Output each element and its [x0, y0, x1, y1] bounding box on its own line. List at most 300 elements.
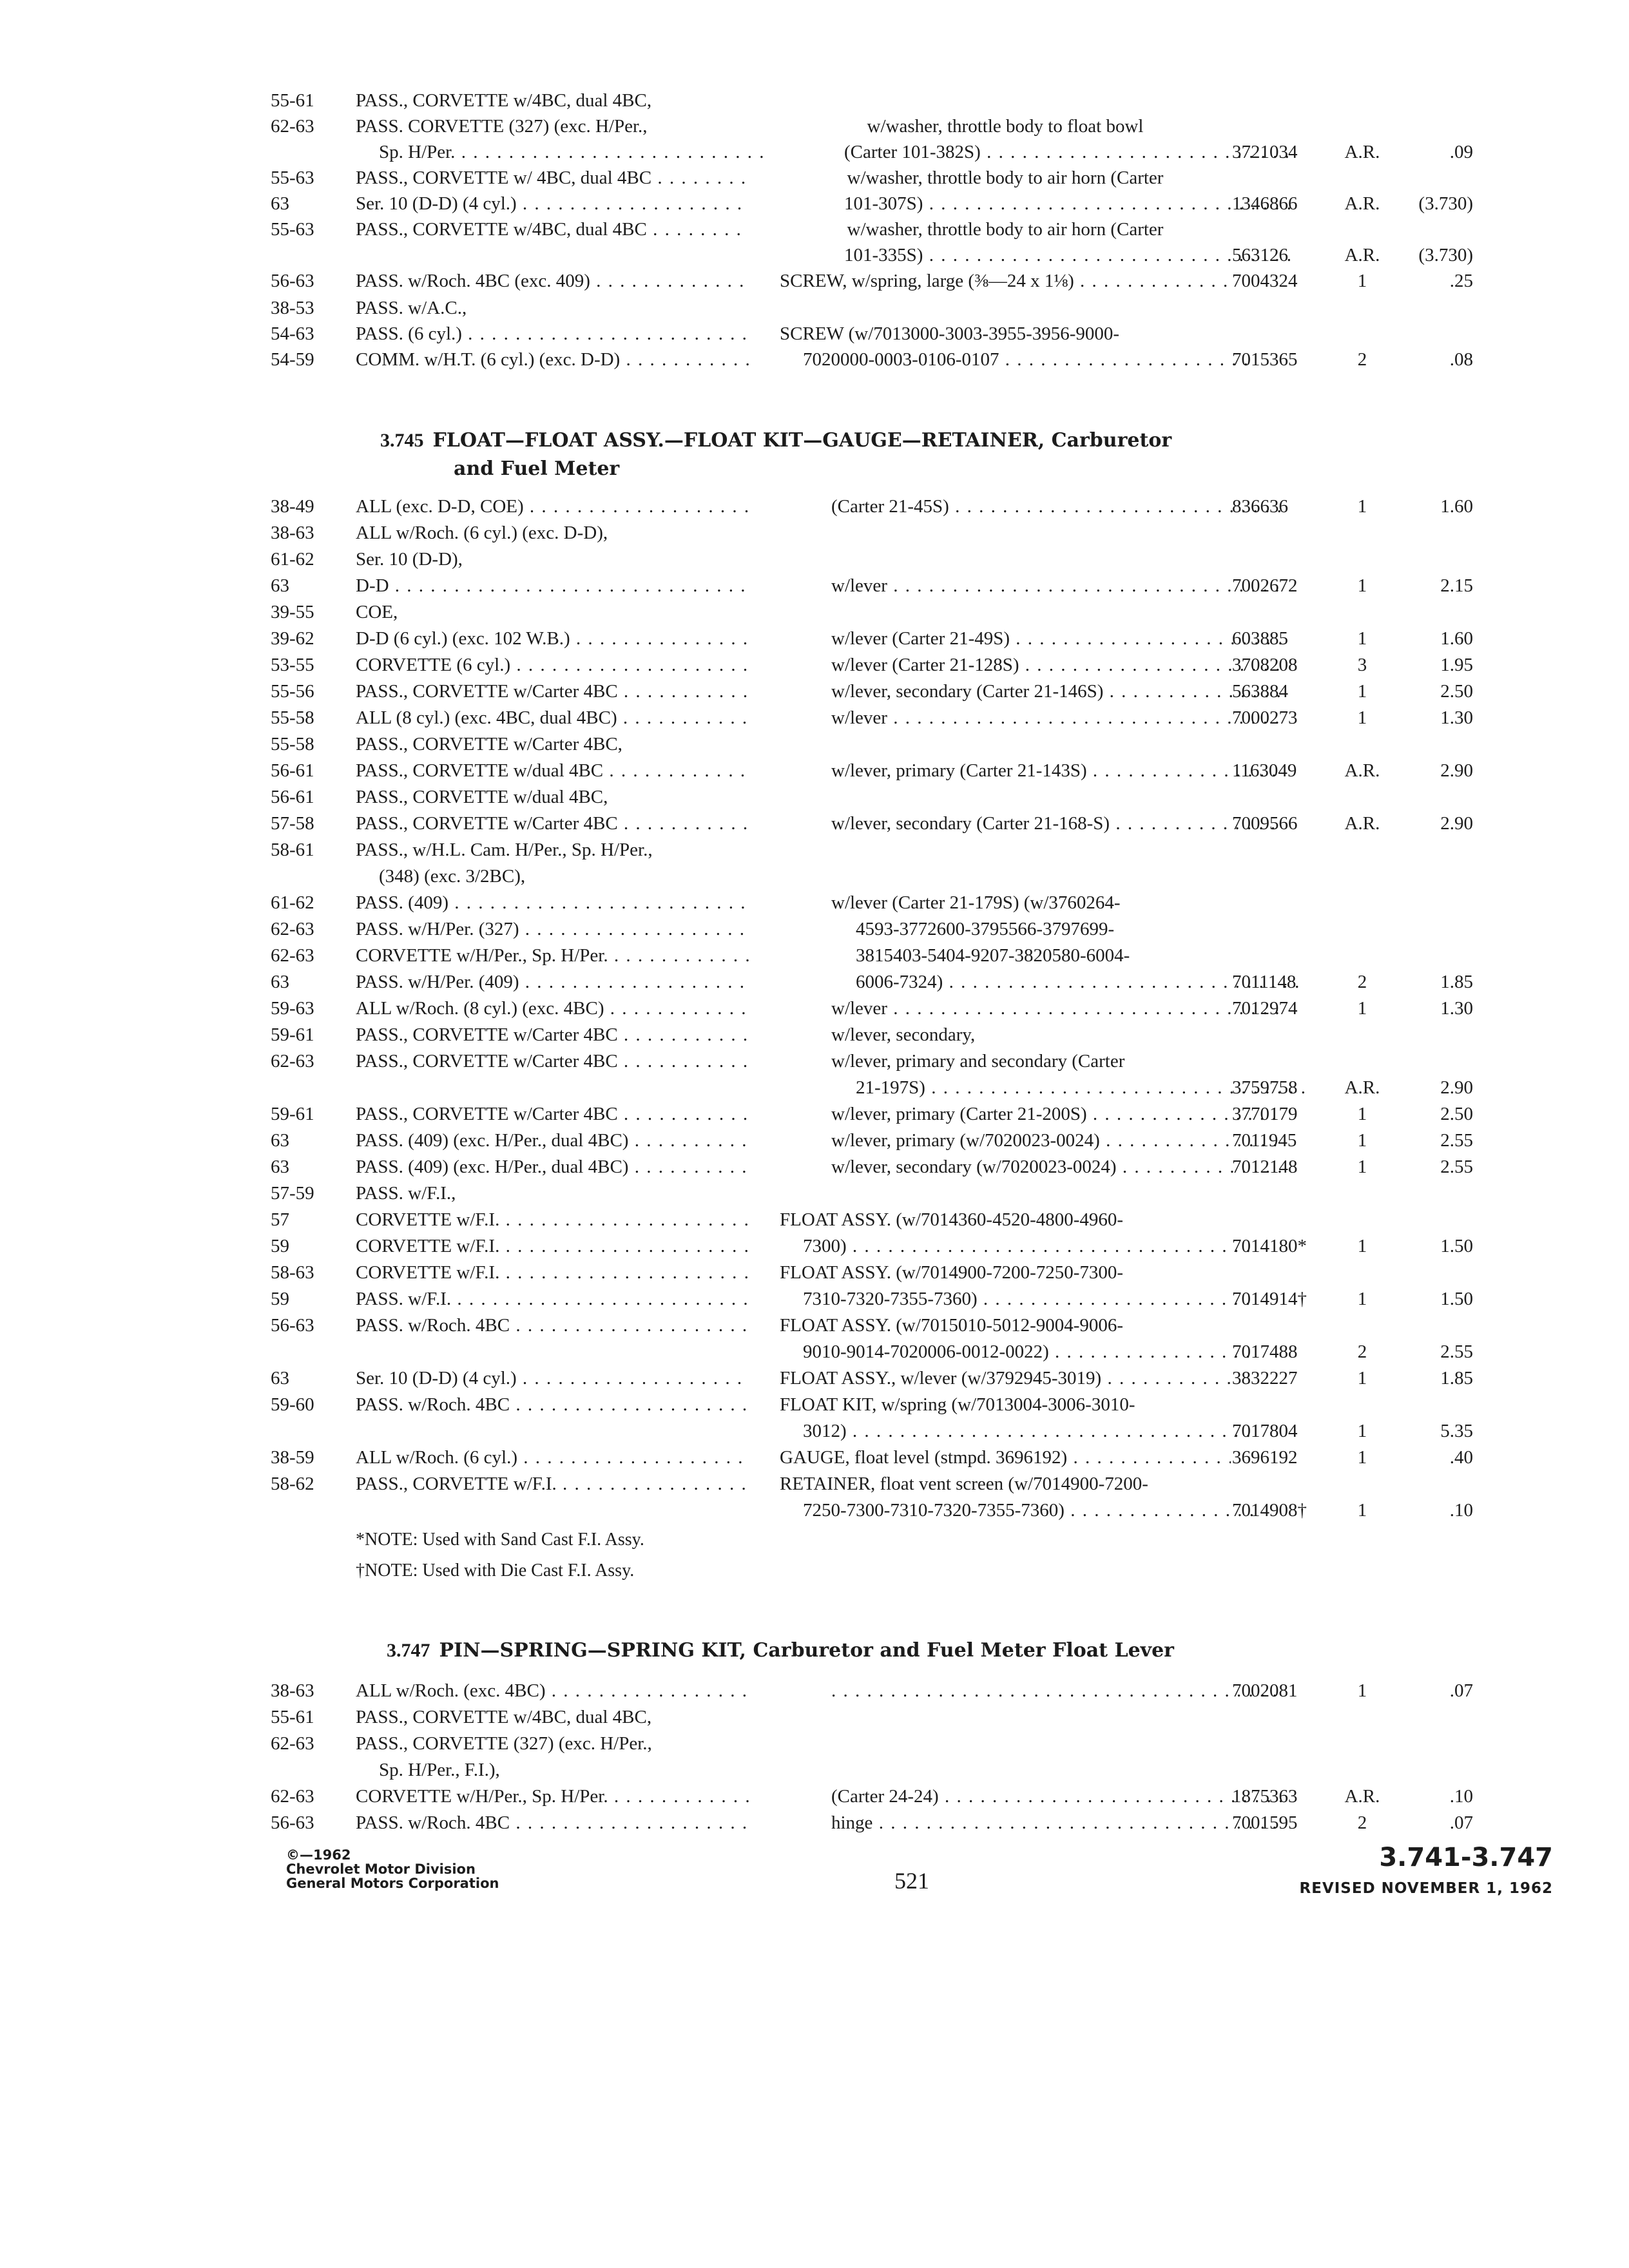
price: .09 [1449, 142, 1473, 162]
year-range: 63 [271, 1368, 289, 1389]
part-number: 7014908† [1232, 1500, 1307, 1521]
year-range: 57-58 [271, 813, 314, 834]
table-row [0, 1339, 1629, 1365]
year-range: 59 [271, 1236, 289, 1256]
price: (3.730) [1418, 193, 1473, 214]
table-row [0, 347, 1629, 372]
part-number: 7011148 [1232, 972, 1296, 992]
year-range: 57-59 [271, 1183, 314, 1204]
section-title: PIN—SPRING—SPRING KIT, Carburetor and Fuel Meter Float Lever [439, 1639, 1174, 1662]
model-application: ALL (8 cyl.) (exc. 4BC, dual 4BC) . . . [356, 705, 749, 731]
quantity: A.R. [1344, 142, 1380, 162]
model-application: PASS. w/Roch. 4BC (exc. 409) . . . [356, 268, 749, 294]
model-application: CORVETTE w/H/Per., Sp. H/Per. . . . [356, 1783, 749, 1809]
quantity: 1 [1357, 681, 1367, 702]
part-description: 7250-7300-7310-7320-7355-7360) . . . [780, 1497, 1254, 1523]
model-application: PASS., CORVETTE w/4BC, dual 4BC . . . [356, 216, 749, 242]
part-description: w/lever, primary and secondary (Carter [831, 1051, 1125, 1072]
table-row [0, 1497, 1629, 1523]
table-row [0, 731, 1629, 757]
quantity: A.R. [1344, 813, 1380, 834]
part-number: 3708208 [1232, 655, 1298, 675]
table-row [0, 1180, 1629, 1206]
model-application: PASS., CORVETTE w/Carter 4BC, [356, 734, 622, 754]
model-application: PASS. w/F.I., [356, 1183, 456, 1204]
quantity: 1 [1357, 707, 1367, 728]
model-application: PASS., CORVETTE w/Carter 4BC . . . [356, 811, 749, 836]
price: (3.730) [1418, 245, 1473, 265]
part-description: w/lever, primary (Carter 21-143S) . . . [780, 758, 1282, 783]
quantity: A.R. [1344, 193, 1380, 214]
quantity: 1 [1357, 1104, 1367, 1124]
year-range: 38-49 [271, 496, 314, 517]
part-number: 3770179 [1232, 1104, 1298, 1124]
price: 1.85 [1440, 972, 1473, 992]
year-range: 56-63 [271, 1315, 314, 1336]
year-range: 62-63 [271, 1733, 314, 1754]
year-range: 39-55 [271, 602, 314, 622]
table-row [0, 1445, 1629, 1470]
quantity: 1 [1357, 1500, 1367, 1521]
model-application: PASS., CORVETTE w/Carter 4BC . . . [356, 1022, 749, 1048]
section-heading-3745 [380, 427, 1171, 455]
part-number: 7001595 [1232, 1812, 1298, 1833]
model-application: D-D (6 cyl.) (exc. 102 W.B.) . . . [356, 626, 749, 651]
section-heading-3747 [387, 1637, 1174, 1665]
model-application: PASS. (409) (exc. H/Per., dual 4BC) . . . [356, 1128, 749, 1153]
year-range: 58-62 [271, 1474, 314, 1494]
note-die-cast: †NOTE: Used with Die Cast F.I. Assy. [356, 1561, 635, 1581]
part-description: GAUGE, float level (stmpd. 3696192) . . . [780, 1445, 1231, 1470]
part-number: 7017488 [1232, 1341, 1298, 1362]
part-description: w/washer, throttle body to float bowl [867, 116, 1144, 137]
year-range: 56-61 [271, 760, 314, 781]
year-range: 59 [271, 1289, 289, 1309]
model-application: PASS., CORVETTE w/Carter 4BC . . . [356, 678, 749, 704]
table-row [0, 916, 1629, 942]
year-range: 59-60 [271, 1394, 314, 1415]
part-description: 7020000-0003-0106-0107 . . . [780, 347, 1254, 372]
table-row [0, 1048, 1629, 1074]
model-application: PASS. w/H/Per. (327) . . . [356, 916, 749, 942]
model-application: CORVETTE (6 cyl.) . . . [356, 652, 749, 678]
quantity: 1 [1357, 496, 1367, 517]
quantity: 3 [1357, 655, 1367, 675]
part-description: 3815403-5404-9207-3820580-6004- [856, 945, 1130, 966]
part-description: FLOAT ASSY., w/lever (w/3792945-3019) . . . [780, 1365, 1231, 1391]
model-application: PASS. w/A.C., [356, 298, 467, 318]
part-description: w/lever . . . [780, 573, 1282, 599]
model-application: ALL w/Roch. (8 cyl.) (exc. 4BC) . . . [356, 995, 749, 1021]
table-row [0, 1392, 1629, 1418]
part-number: 563126 [1232, 245, 1288, 265]
part-number: 7012148 [1232, 1157, 1298, 1177]
year-range: 61-62 [271, 892, 314, 913]
quantity: 1 [1357, 1289, 1367, 1309]
year-range: 57 [271, 1209, 289, 1230]
year-range: 38-63 [271, 523, 314, 543]
year-range: 62-63 [271, 919, 314, 939]
part-description: 4593-3772600-3795566-3797699- [856, 919, 1115, 939]
model-application: PASS., CORVETTE w/4BC, dual 4BC, [356, 90, 652, 111]
year-range: 63 [271, 193, 289, 214]
table-row [0, 758, 1629, 783]
section-number: 3.745 [380, 430, 424, 451]
model-application: PASS. w/F.I. . . . [356, 1286, 749, 1312]
price: 2.50 [1440, 1104, 1473, 1124]
model-application: Sp. H/Per., F.I.), [379, 1760, 500, 1780]
model-application: PASS. (409) . . . [356, 890, 749, 916]
part-description: w/lever, secondary, [831, 1024, 976, 1045]
part-number: 7011945 [1232, 1130, 1297, 1151]
table-row [0, 573, 1629, 599]
part-number: 3696192 [1232, 1447, 1298, 1468]
part-description: w/washer, throttle body to air horn (Carter [847, 168, 1164, 188]
table-row [0, 295, 1629, 321]
part-description: 7310-7320-7355-7360) . . . [780, 1286, 1254, 1312]
table-row [0, 1678, 1629, 1704]
table-row [0, 216, 1629, 242]
year-range: 56-61 [271, 787, 314, 807]
table-row [0, 1022, 1629, 1048]
table-row [0, 88, 1629, 113]
part-description: 7300) . . . [780, 1233, 1254, 1259]
model-application: COMM. w/H.T. (6 cyl.) (exc. D-D) . . . [356, 347, 749, 372]
table-row [0, 1312, 1629, 1338]
table-row [0, 1418, 1629, 1444]
footer-publisher [286, 1848, 499, 1890]
model-application: ALL w/Roch. (6 cyl.) . . . [356, 1445, 749, 1470]
year-range: 38-53 [271, 298, 314, 318]
part-number: 7014180* [1232, 1236, 1307, 1256]
quantity: A.R. [1344, 1786, 1380, 1807]
price: .10 [1449, 1786, 1473, 1807]
table-row [0, 139, 1629, 165]
revised-date: REVISED NOVEMBER 1, 1962 [1299, 1880, 1553, 1897]
model-application: PASS., CORVETTE w/4BC, dual 4BC, [356, 1707, 652, 1727]
model-application: PASS., CORVETTE w/dual 4BC, [356, 787, 608, 807]
model-application: PASS., CORVETTE w/dual 4BC . . . [356, 758, 749, 783]
model-application: PASS., w/H.L. Cam. H/Per., Sp. H/Per., [356, 840, 653, 860]
part-description: w/washer, throttle body to air horn (Carter [847, 219, 1164, 240]
year-range: 54-63 [271, 323, 314, 344]
part-number: 7015365 [1232, 349, 1298, 370]
model-application: PASS., CORVETTE w/ 4BC, dual 4BC . . . [356, 165, 749, 191]
table-row [0, 863, 1629, 889]
year-range: 54-59 [271, 349, 314, 370]
part-description: 3012) . . . [780, 1418, 1254, 1444]
table-row [0, 1286, 1629, 1312]
price: 1.50 [1440, 1236, 1473, 1256]
table-row [0, 652, 1629, 678]
quantity: 1 [1357, 1421, 1367, 1441]
year-range: 55-58 [271, 707, 314, 728]
part-description: w/lever (Carter 21-179S) (w/3760264- [831, 892, 1121, 913]
table-row [0, 1757, 1629, 1783]
year-range: 63 [271, 1130, 289, 1151]
year-range: 55-63 [271, 219, 314, 240]
part-description: (Carter 21-45S) . . . [780, 494, 1282, 519]
table-row [0, 1075, 1629, 1100]
price: 5.35 [1440, 1421, 1473, 1441]
part-number: 3832227 [1232, 1368, 1298, 1389]
quantity: 1 [1357, 271, 1367, 291]
quantity: 1 [1357, 1157, 1367, 1177]
price: .08 [1449, 349, 1473, 370]
part-description: hinge . . . [780, 1810, 1282, 1836]
model-application: Sp. H/Per. . . . [356, 139, 772, 165]
table-row [0, 1704, 1629, 1730]
table-row [0, 1207, 1629, 1233]
year-range: 56-63 [271, 271, 314, 291]
table-row [0, 1128, 1629, 1153]
part-description: RETAINER, float vent screen (w/7014900-7200- [780, 1474, 1148, 1494]
table-row [0, 1471, 1629, 1497]
year-range: 59-61 [271, 1104, 314, 1124]
table-row [0, 1783, 1629, 1809]
section-heading-3745-line2: and Fuel Meter [454, 457, 620, 480]
model-application: PASS., CORVETTE w/F.I. . . . [356, 1471, 749, 1497]
part-description: w/lever . . . [780, 705, 1282, 731]
year-range: 55-58 [271, 734, 314, 754]
part-description: (Carter 101-382S) . . . [780, 139, 1295, 165]
part-description: FLOAT ASSY. (w/7015010-5012-9004-9006- [780, 1315, 1124, 1336]
part-description: w/lever, secondary (w/7020023-0024) . . . [780, 1154, 1282, 1180]
table-row [0, 1731, 1629, 1756]
part-description: FLOAT ASSY. (w/7014900-7200-7250-7300- [780, 1262, 1124, 1283]
quantity: 1 [1357, 1447, 1367, 1468]
year-range: 63 [271, 1157, 289, 1177]
price: 1.95 [1440, 655, 1473, 675]
price: 1.30 [1440, 998, 1473, 1019]
model-application: PASS. w/Roch. 4BC . . . [356, 1810, 749, 1836]
table-row [0, 1260, 1629, 1285]
table-row [0, 943, 1629, 968]
year-range: 39-62 [271, 628, 314, 649]
part-number: 1346866 [1232, 193, 1298, 214]
part-number: 3759758 [1232, 1077, 1298, 1098]
part-description: w/lever, secondary (Carter 21-146S) . . . [780, 678, 1282, 704]
quantity: 1 [1357, 628, 1367, 649]
quantity: 2 [1357, 1812, 1367, 1833]
table-row [0, 890, 1629, 916]
part-number: 603885 [1232, 628, 1288, 649]
price: .25 [1449, 271, 1473, 291]
part-description: 101-307S) . . . [780, 191, 1295, 216]
table-row [0, 268, 1629, 294]
table-row [0, 546, 1629, 572]
part-description: 6006-7324) . . . [780, 969, 1307, 995]
price: 1.60 [1440, 496, 1473, 517]
quantity: 1 [1357, 1680, 1367, 1701]
part-number: 7017804 [1232, 1421, 1298, 1441]
table-row [0, 1101, 1629, 1127]
year-range: 58-61 [271, 840, 314, 860]
quantity: 1 [1357, 998, 1367, 1019]
model-application: CORVETTE w/F.I. . . . [356, 1233, 749, 1259]
model-application: (348) (exc. 3/2BC), [379, 866, 526, 887]
table-row [0, 1365, 1629, 1391]
part-number: 7002672 [1232, 575, 1298, 596]
quantity: 1 [1357, 1130, 1367, 1151]
table-row [0, 599, 1629, 625]
part-number: 1163049 [1232, 760, 1297, 781]
price: 1.30 [1440, 707, 1473, 728]
year-range: 59-63 [271, 998, 314, 1019]
model-application: ALL w/Roch. (exc. 4BC) . . . [356, 1678, 749, 1704]
table-row [0, 995, 1629, 1021]
section-title: FLOAT—FLOAT ASSY.—FLOAT KIT—GAUGE—RETAINER, Carburetor [432, 429, 1172, 452]
page-number: 521 [894, 1868, 929, 1894]
model-application: CORVETTE w/H/Per., Sp. H/Per. . . . [356, 943, 749, 968]
price: 2.55 [1440, 1157, 1473, 1177]
year-range: 61-62 [271, 549, 314, 570]
year-range: 62-63 [271, 1051, 314, 1072]
part-description: 101-335S) . . . [780, 242, 1295, 268]
part-description: FLOAT KIT, w/spring (w/7013004-3006-3010- [780, 1394, 1135, 1415]
part-number: 1875363 [1232, 1786, 1298, 1807]
table-row [0, 626, 1629, 651]
price: 1.60 [1440, 628, 1473, 649]
part-description: (Carter 24-24) . . . [780, 1783, 1282, 1809]
part-number: 7014914† [1232, 1289, 1307, 1309]
part-number: 7009566 [1232, 813, 1298, 834]
model-application: PASS. w/H/Per. (409) . . . [356, 969, 749, 995]
part-number: 563884 [1232, 681, 1288, 702]
copyright: ©—1962 [286, 1847, 351, 1863]
model-application: COE, [356, 602, 398, 622]
part-description: 9010-9014-7020006-0012-0022) . . . [780, 1339, 1254, 1365]
section-range: 3.741-3.747 [1379, 1843, 1553, 1872]
table-row [0, 1233, 1629, 1259]
part-description: SCREW (w/7013000-3003-3955-3956-9000- [780, 323, 1120, 344]
year-range: 62-63 [271, 945, 314, 966]
year-range: 55-56 [271, 681, 314, 702]
part-number: 7004324 [1232, 271, 1298, 291]
price: .40 [1449, 1447, 1473, 1468]
part-description: w/lever, secondary (Carter 21-168-S) . . . [780, 811, 1282, 836]
part-description: FLOAT ASSY. (w/7014360-4520-4800-4960- [780, 1209, 1124, 1230]
quantity: 2 [1357, 972, 1367, 992]
year-range: 58-63 [271, 1262, 314, 1283]
price: .07 [1449, 1812, 1473, 1833]
part-description: w/lever, primary (Carter 21-200S) . . . [780, 1101, 1282, 1127]
price: 2.55 [1440, 1341, 1473, 1362]
model-application: Ser. 10 (D-D) (4 cyl.) . . . [356, 191, 749, 216]
quantity: 1 [1357, 1236, 1367, 1256]
model-application: PASS. (6 cyl.) . . . [356, 321, 749, 347]
table-row [0, 969, 1629, 995]
model-application: CORVETTE w/F.I. . . . [356, 1207, 749, 1233]
model-application: PASS., CORVETTE w/Carter 4BC . . . [356, 1048, 749, 1074]
year-range: 59-61 [271, 1024, 314, 1045]
model-application: CORVETTE w/F.I. . . . [356, 1260, 749, 1285]
model-application: PASS. CORVETTE (327) (exc. H/Per., [356, 116, 648, 137]
year-range: 55-61 [271, 90, 314, 111]
year-range: 53-55 [271, 655, 314, 675]
model-application: PASS., CORVETTE w/Carter 4BC . . . [356, 1101, 749, 1127]
year-range: 62-63 [271, 116, 314, 137]
year-range: 55-63 [271, 168, 314, 188]
part-description: w/lever (Carter 21-49S) . . . [780, 626, 1282, 651]
price: 2.90 [1440, 760, 1473, 781]
year-range: 62-63 [271, 1786, 314, 1807]
price: 2.50 [1440, 681, 1473, 702]
table-row [0, 242, 1629, 268]
part-description: w/lever (Carter 21-128S) . . . [780, 652, 1282, 678]
table-row [0, 113, 1629, 139]
corporation-name: General Motors Corporation [286, 1876, 499, 1891]
table-row [0, 705, 1629, 731]
price: 2.15 [1440, 575, 1473, 596]
year-range: 56-63 [271, 1812, 314, 1833]
model-application: PASS., CORVETTE (327) (exc. H/Per., [356, 1733, 652, 1754]
model-application: D-D . . . [356, 573, 749, 599]
part-number: 836636 [1232, 496, 1288, 517]
part-description [780, 1678, 1282, 1704]
part-number: 3721034 [1232, 142, 1298, 162]
price: 2.90 [1440, 813, 1473, 834]
table-row [0, 165, 1629, 191]
table-row [0, 1154, 1629, 1180]
part-description: SCREW, w/spring, large (⅜—24 x 1⅛) . . . [780, 268, 1231, 294]
year-range: 38-59 [271, 1447, 314, 1468]
table-row [0, 1810, 1629, 1836]
part-number: 7012974 [1232, 998, 1298, 1019]
price: 1.50 [1440, 1289, 1473, 1309]
table-row [0, 837, 1629, 863]
part-number: 7000273 [1232, 707, 1298, 728]
price: 2.90 [1440, 1077, 1473, 1098]
quantity: 2 [1357, 1341, 1367, 1362]
year-range: 38-63 [271, 1680, 314, 1701]
year-range: 55-61 [271, 1707, 314, 1727]
quantity: 1 [1357, 1368, 1367, 1389]
quantity: A.R. [1344, 760, 1380, 781]
table-row [0, 811, 1629, 836]
model-application: ALL w/Roch. (6 cyl.) (exc. D-D), [356, 523, 608, 543]
model-application: ALL (exc. D-D, COE) . . . [356, 494, 749, 519]
price: 1.85 [1440, 1368, 1473, 1389]
quantity: A.R. [1344, 245, 1380, 265]
quantity: 2 [1357, 349, 1367, 370]
year-range: 63 [271, 575, 289, 596]
table-row [0, 520, 1629, 546]
division-name: Chevrolet Motor Division [286, 1861, 476, 1877]
table-row [0, 191, 1629, 216]
table-row [0, 494, 1629, 519]
table-row [0, 678, 1629, 704]
part-description: w/lever, primary (w/7020023-0024) . . . [780, 1128, 1282, 1153]
part-number: 7002081 [1232, 1680, 1298, 1701]
quantity: 1 [1357, 575, 1367, 596]
model-application: Ser. 10 (D-D) (4 cyl.) . . . [356, 1365, 749, 1391]
model-application: Ser. 10 (D-D), [356, 549, 463, 570]
table-row [0, 321, 1629, 347]
price: .07 [1449, 1680, 1473, 1701]
price: .10 [1449, 1500, 1473, 1521]
quantity: A.R. [1344, 1077, 1380, 1098]
part-description: 21-197S) . . . [780, 1075, 1307, 1100]
note-sand-cast: *NOTE: Used with Sand Cast F.I. Assy. [356, 1530, 644, 1550]
model-application: PASS. w/Roch. 4BC . . . [356, 1392, 749, 1418]
table-row [0, 784, 1629, 810]
section-number: 3.747 [387, 1640, 430, 1661]
model-application: PASS. w/Roch. 4BC . . . [356, 1312, 749, 1338]
model-application: PASS. (409) (exc. H/Per., dual 4BC) . . . [356, 1154, 749, 1180]
part-description: w/lever . . . [780, 995, 1282, 1021]
year-range: 63 [271, 972, 289, 992]
